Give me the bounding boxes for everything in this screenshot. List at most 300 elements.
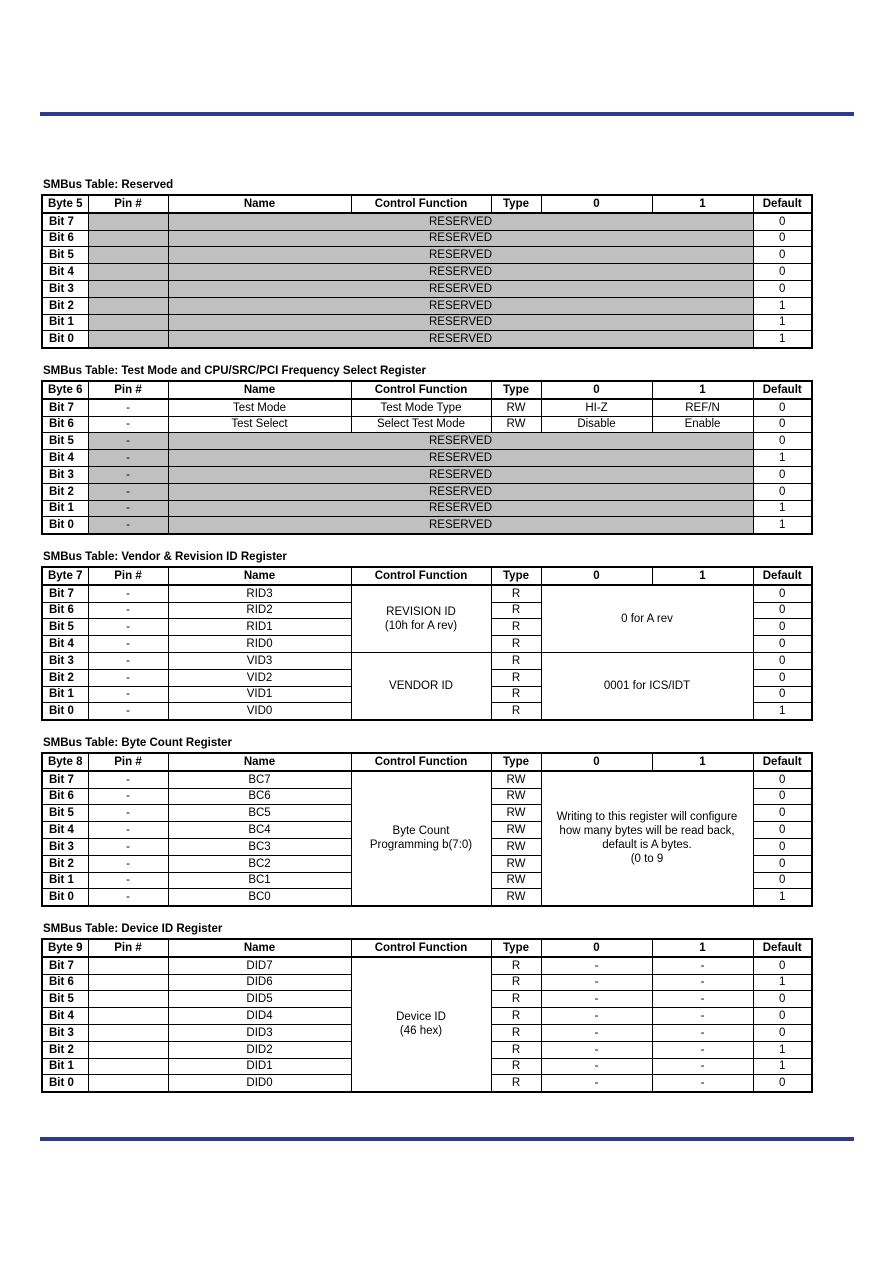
value1-cell: - [652,1008,753,1025]
bit-label: Bit 4 [42,450,88,467]
default-cell: 0 [753,264,812,281]
bit-label: Bit 0 [42,703,88,720]
header-type: Type [491,939,541,957]
name-cell: DID3 [168,1024,351,1041]
header-byte: Byte 8 [42,753,88,771]
value0-cell: - [541,957,652,974]
bit-label: Bit 5 [42,619,88,636]
bit-label: Bit 1 [42,686,88,703]
revision-id-note: (10h for A rev) [384,619,458,632]
default-cell: 1 [753,314,812,331]
table-row [42,483,812,500]
bit-label: Bit 1 [42,500,88,517]
bit-label: Bit 1 [42,314,88,331]
byte9-table [41,938,813,1093]
pin-cell: - [88,771,168,788]
name-cell: DID7 [168,957,351,974]
name-cell: RID1 [168,619,351,636]
default-cell: 0 [753,280,812,297]
revision-id-label: REVISION ID [386,605,456,618]
type-cell: R [491,669,541,686]
bit-label: Bit 3 [42,280,88,297]
pin-cell: - [88,466,168,483]
default-cell: 0 [753,1008,812,1025]
pin-cell [88,1024,168,1041]
bit-label: Bit 3 [42,466,88,483]
type-cell: R [491,1041,541,1058]
bit-label: Bit 0 [42,331,88,348]
pin-cell [88,1075,168,1092]
header-pin: Pin # [88,195,168,213]
name-cell: DID2 [168,1041,351,1058]
header-0: 0 [541,939,652,957]
description-line: (0 to 9 [630,853,664,866]
revision-id-cell [351,585,491,653]
header-byte: Byte 6 [42,381,88,399]
table-row [42,213,812,230]
bit-label: Bit 2 [42,669,88,686]
header-default: Default [753,381,812,399]
default-cell: 0 [753,585,812,602]
pin-cell: - [88,872,168,889]
bit-label: Bit 5 [42,805,88,822]
table-row [42,280,812,297]
section-title-byte8: SMBus Table: Byte Count Register [43,737,232,749]
pin-cell: - [88,450,168,467]
value1-cell: - [652,974,753,991]
default-cell: 0 [753,788,812,805]
default-cell: 0 [753,619,812,636]
header-type: Type [491,567,541,585]
header-default: Default [753,567,812,585]
name-cell: BC2 [168,855,351,872]
value1-cell: - [652,1058,753,1075]
name-cell: BC7 [168,771,351,788]
header-type: Type [491,753,541,771]
bit-label: Bit 4 [42,264,88,281]
reserved-cell: RESERVED [168,213,753,230]
description-line: how many bytes will be read back, [559,825,735,838]
type-cell: R [491,585,541,602]
default-cell: 0 [753,838,812,855]
header-control-function: Control Function [351,381,491,399]
pin-cell [88,331,168,348]
pin-cell [88,991,168,1008]
name-cell: RID2 [168,602,351,619]
default-cell: 1 [753,974,812,991]
table-row [42,433,812,450]
byte7-table [41,566,813,721]
table-row [42,247,812,264]
pin-cell [88,1008,168,1025]
bit-label: Bit 5 [42,433,88,450]
bit-label: Bit 0 [42,517,88,534]
table-row [42,264,812,281]
pin-cell [88,280,168,297]
pin-cell: - [88,483,168,500]
default-cell: 1 [753,889,812,906]
reserved-cell: RESERVED [168,331,753,348]
default-cell: 1 [753,450,812,467]
bit-label: Bit 0 [42,889,88,906]
type-cell: R [491,1058,541,1075]
type-cell: R [491,1075,541,1092]
bit-label: Bit 2 [42,483,88,500]
name-cell: VID0 [168,703,351,720]
table-row [42,399,812,416]
byte-count-cell [351,771,491,906]
default-cell: 1 [753,1058,812,1075]
default-cell: 0 [753,213,812,230]
vendor-value-cell: 0001 for ICS/IDT [541,652,753,720]
header-default: Default [753,753,812,771]
header-0: 0 [541,381,652,399]
byte6-table [41,380,813,535]
table-row [42,517,812,534]
reserved-cell: RESERVED [168,297,753,314]
header-0: 0 [541,753,652,771]
pin-cell: - [88,669,168,686]
type-cell: R [491,686,541,703]
table-header-row [42,753,812,771]
byte-count-label: Byte Count [392,825,450,838]
value1-cell: - [652,1075,753,1092]
default-cell: 0 [753,636,812,653]
header-name: Name [168,381,351,399]
default-cell: 0 [753,247,812,264]
default-cell: 0 [753,669,812,686]
name-cell: DID0 [168,1075,351,1092]
default-cell: 0 [753,686,812,703]
type-cell: RW [491,788,541,805]
type-cell: R [491,636,541,653]
default-cell: 0 [753,1075,812,1092]
pin-cell [88,264,168,281]
default-cell: 1 [753,517,812,534]
pin-cell [88,230,168,247]
header-type: Type [491,381,541,399]
byte-count-description [541,771,753,906]
default-cell: 1 [753,500,812,517]
reserved-cell: RESERVED [168,483,753,500]
header-0: 0 [541,567,652,585]
pin-cell: - [88,652,168,669]
header-1: 1 [652,753,753,771]
byte5-table [41,194,813,349]
pin-cell: - [88,619,168,636]
value0-cell: - [541,1008,652,1025]
header-byte: Byte 7 [42,567,88,585]
header-1: 1 [652,939,753,957]
pin-cell: - [88,822,168,839]
pin-cell [88,314,168,331]
default-cell: 1 [753,1041,812,1058]
table-header-row [42,381,812,399]
pin-cell [88,1058,168,1075]
reserved-cell: RESERVED [168,264,753,281]
header-1: 1 [652,567,753,585]
pin-cell [88,957,168,974]
byte-count-programming: Programming b(7:0) [369,839,473,852]
byte8-table [41,752,813,907]
default-cell: 1 [753,297,812,314]
bit-label: Bit 6 [42,230,88,247]
table-row [42,314,812,331]
value0-cell: - [541,974,652,991]
name-cell: VID1 [168,686,351,703]
name-cell: DID1 [168,1058,351,1075]
table-header-row [42,567,812,585]
default-cell: 1 [753,331,812,348]
header-default: Default [753,939,812,957]
type-cell: R [491,619,541,636]
table-row [42,652,812,669]
table-row [42,585,812,602]
pin-cell [88,297,168,314]
bit-label: Bit 2 [42,855,88,872]
value1-cell: - [652,1041,753,1058]
table-row [42,230,812,247]
bit-label: Bit 7 [42,771,88,788]
pin-cell [88,974,168,991]
pin-cell: - [88,517,168,534]
value1-cell: REF/N [652,399,753,416]
name-cell: Test Select [168,416,351,433]
bit-label: Bit 7 [42,213,88,230]
bit-label: Bit 4 [42,1008,88,1025]
table-row [42,466,812,483]
table-row [42,957,812,974]
pin-cell [88,247,168,264]
bit-label: Bit 1 [42,1058,88,1075]
header-pin: Pin # [88,753,168,771]
pin-cell: - [88,838,168,855]
name-cell: RID0 [168,636,351,653]
value0-cell: - [541,1024,652,1041]
footer-rule [40,1137,854,1141]
bit-label: Bit 6 [42,602,88,619]
table-header-row [42,939,812,957]
bit-label: Bit 7 [42,585,88,602]
reserved-cell: RESERVED [168,517,753,534]
name-cell: VID2 [168,669,351,686]
header-control-function: Control Function [351,939,491,957]
header-0: 0 [541,195,652,213]
type-cell: RW [491,889,541,906]
pin-cell [88,213,168,230]
pin-cell: - [88,416,168,433]
pin-cell: - [88,686,168,703]
name-cell: Test Mode [168,399,351,416]
device-id-label: Device ID [396,1011,446,1024]
bit-label: Bit 4 [42,822,88,839]
name-cell: DID5 [168,991,351,1008]
type-cell: R [491,957,541,974]
header-control-function: Control Function [351,567,491,585]
header-pin: Pin # [88,381,168,399]
value0-cell: - [541,1058,652,1075]
value0-cell: Disable [541,416,652,433]
default-cell: 0 [753,416,812,433]
default-cell: 0 [753,771,812,788]
table-row [42,331,812,348]
default-cell: 1 [753,703,812,720]
section-title-byte7: SMBus Table: Vendor & Revision ID Register [43,551,287,563]
type-cell: R [491,1024,541,1041]
type-cell: R [491,1008,541,1025]
type-cell: R [491,602,541,619]
bit-label: Bit 5 [42,247,88,264]
pin-cell: - [88,500,168,517]
pin-cell: - [88,855,168,872]
bit-label: Bit 5 [42,991,88,1008]
header-rule [40,112,854,116]
reserved-cell: RESERVED [168,230,753,247]
bit-label: Bit 6 [42,974,88,991]
default-cell: 0 [753,230,812,247]
bit-label: Bit 3 [42,838,88,855]
device-id-cell [351,957,491,1092]
name-cell: DID6 [168,974,351,991]
default-cell: 0 [753,957,812,974]
table-header-row [42,195,812,213]
type-cell: R [491,991,541,1008]
pin-cell: - [88,805,168,822]
header-1: 1 [652,195,753,213]
header-name: Name [168,939,351,957]
type-cell: RW [491,399,541,416]
bit-label: Bit 6 [42,416,88,433]
default-cell: 0 [753,466,812,483]
table-row [42,416,812,433]
name-cell: BC5 [168,805,351,822]
header-name: Name [168,195,351,213]
default-cell: 0 [753,602,812,619]
default-cell: 0 [753,872,812,889]
type-cell: R [491,652,541,669]
type-cell: R [491,703,541,720]
table-row [42,450,812,467]
value1-cell: - [652,957,753,974]
default-cell: 0 [753,1024,812,1041]
revision-value-cell: 0 for A rev [541,585,753,653]
default-cell: 0 [753,433,812,450]
bit-label: Bit 4 [42,636,88,653]
vendor-id-cell: VENDOR ID [351,652,491,720]
bit-label: Bit 6 [42,788,88,805]
name-cell: DID4 [168,1008,351,1025]
value1-cell: - [652,991,753,1008]
type-cell: RW [491,822,541,839]
table-row [42,297,812,314]
reserved-cell: RESERVED [168,450,753,467]
type-cell: RW [491,805,541,822]
name-cell: BC4 [168,822,351,839]
description-line: Writing to this register will configure [556,811,738,824]
reserved-cell: RESERVED [168,280,753,297]
default-cell: 0 [753,855,812,872]
pin-cell: - [88,399,168,416]
value0-cell: - [541,991,652,1008]
type-cell: RW [491,838,541,855]
default-cell: 0 [753,483,812,500]
control-function-cell: Select Test Mode [351,416,491,433]
name-cell: BC6 [168,788,351,805]
default-cell: 0 [753,805,812,822]
type-cell: RW [491,771,541,788]
section-title-byte6: SMBus Table: Test Mode and CPU/SRC/PCI Frequency Select Register [43,365,426,377]
pin-cell: - [88,788,168,805]
pin-cell: - [88,703,168,720]
reserved-cell: RESERVED [168,314,753,331]
type-cell: R [491,974,541,991]
header-pin: Pin # [88,939,168,957]
name-cell: BC1 [168,872,351,889]
table-row [42,500,812,517]
header-byte: Byte 5 [42,195,88,213]
default-cell: 0 [753,822,812,839]
bit-label: Bit 3 [42,1024,88,1041]
pin-cell: - [88,433,168,450]
value0-cell: HI-Z [541,399,652,416]
bit-label: Bit 7 [42,957,88,974]
name-cell: RID3 [168,585,351,602]
header-control-function: Control Function [351,753,491,771]
bit-label: Bit 0 [42,1075,88,1092]
description-line: default is A bytes. [602,839,692,852]
bit-label: Bit 2 [42,1041,88,1058]
section-title-byte5: SMBus Table: Reserved [43,179,174,191]
device-id-hex: (46 hex) [399,1025,443,1038]
default-cell: 0 [753,399,812,416]
value0-cell: - [541,1075,652,1092]
reserved-cell: RESERVED [168,247,753,264]
pin-cell [88,1041,168,1058]
header-default: Default [753,195,812,213]
type-cell: RW [491,872,541,889]
table-row [42,771,812,788]
default-cell: 0 [753,652,812,669]
reserved-cell: RESERVED [168,433,753,450]
type-cell: RW [491,855,541,872]
name-cell: BC3 [168,838,351,855]
pin-cell: - [88,585,168,602]
bit-label: Bit 3 [42,652,88,669]
header-pin: Pin # [88,567,168,585]
type-cell: RW [491,416,541,433]
value0-cell: - [541,1041,652,1058]
header-1: 1 [652,381,753,399]
name-cell: BC0 [168,889,351,906]
value1-cell: Enable [652,416,753,433]
header-name: Name [168,753,351,771]
pin-cell: - [88,636,168,653]
name-cell: VID3 [168,652,351,669]
bit-label: Bit 2 [42,297,88,314]
default-cell: 0 [753,991,812,1008]
reserved-cell: RESERVED [168,500,753,517]
header-byte: Byte 9 [42,939,88,957]
pin-cell: - [88,602,168,619]
header-name: Name [168,567,351,585]
bit-label: Bit 7 [42,399,88,416]
header-type: Type [491,195,541,213]
value1-cell: - [652,1024,753,1041]
section-title-byte9: SMBus Table: Device ID Register [43,923,223,935]
header-control-function: Control Function [351,195,491,213]
pin-cell: - [88,889,168,906]
reserved-cell: RESERVED [168,466,753,483]
